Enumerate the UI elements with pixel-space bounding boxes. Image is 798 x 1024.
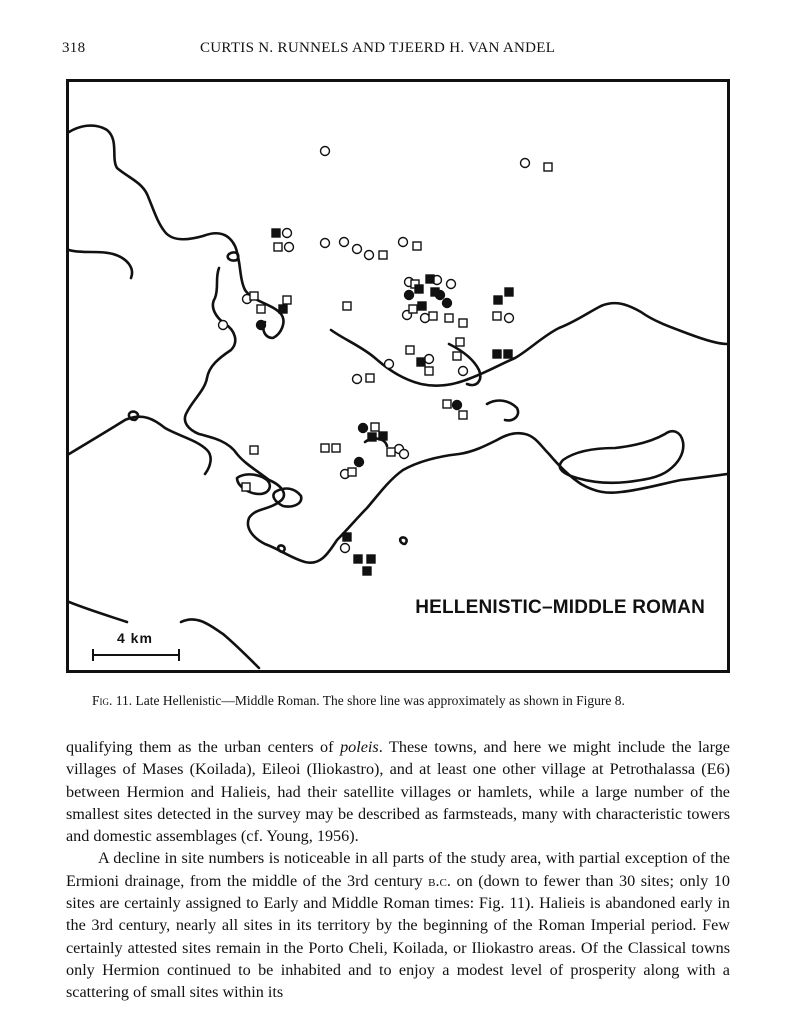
site-square-open [429, 312, 437, 320]
islet-5 [400, 537, 406, 544]
site-circle-filled [443, 299, 452, 308]
islet-6 [278, 545, 284, 552]
site-square-open [242, 483, 250, 491]
paragraph-1 [66, 736, 730, 847]
site-square-filled [493, 350, 501, 358]
running-head: CURTIS N. RUNNELS AND TJEERD H. VAN ANDEL [200, 40, 556, 56]
bc-abbreviation: b.c. [428, 871, 451, 890]
site-square-filled [367, 555, 375, 563]
site-square-filled [272, 229, 280, 237]
site-circle-open [447, 280, 456, 289]
site-circle-open [353, 245, 362, 254]
coastline-northwest [69, 250, 132, 278]
site-distribution-map [66, 79, 730, 673]
page-header [62, 40, 738, 60]
site-circle-open [321, 147, 330, 156]
coastline-south [69, 602, 127, 622]
site-square-filled [343, 533, 351, 541]
site-square-filled [279, 305, 287, 313]
site-square-open [343, 302, 351, 310]
site-square-open [406, 346, 414, 354]
site-square-open [413, 242, 421, 250]
site-square-open [332, 444, 340, 452]
site-circle-open [341, 544, 350, 553]
site-circle-open [321, 239, 330, 248]
site-circle-open [385, 360, 394, 369]
site-square-filled [415, 285, 423, 293]
paragraph-2-text-cont: on (down to fewer than 30 sites; only 10 sites are certainly assigned to Early and Middle Roman times: Fig. 11). Halieis is abandoned early in the 3rd century, nearly all sites in its territory by the beginning of the Roman Imperial period. Few certainly attested sites remain in the Porto Cheli, Koilada, or Iliokastro areas. Of the Classical towns only Hermion continued to be inhabited and to enjoy a modest level of prosperity along with a scattering of small sites within its [66, 871, 730, 1002]
site-square-open [348, 468, 356, 476]
site-symbols [219, 147, 553, 576]
site-square-filled [363, 567, 371, 575]
islet-2 [273, 489, 301, 507]
site-square-open [387, 448, 395, 456]
site-square-filled [418, 302, 426, 310]
site-square-open [257, 305, 265, 313]
site-square-filled [426, 275, 434, 283]
site-square-filled [431, 288, 439, 296]
site-square-open [425, 367, 433, 375]
site-square-filled [417, 358, 425, 366]
site-circle-filled [359, 424, 368, 433]
poleis-term: poleis [340, 738, 379, 756]
paragraph-1-text-cont: . These towns, and here we might include the large villages of Mases (Koilada), Eileoi (Iliokastro), and at least one other village at Petrothalassa (E6) between Hermion and Halieis, had their satellite villages or hamlets, while a large number of the smallest sites detected in the survey may be described as farmsteads, many with characteristic towers and domestic assemblages (cf. Young, 1956). [66, 738, 730, 846]
paragraph-1-text: qualifying them as the urban centers of [66, 738, 341, 756]
site-square-open [453, 352, 461, 360]
site-square-open [493, 312, 501, 320]
site-circle-open [365, 251, 374, 260]
paragraph-2 [66, 847, 730, 1003]
map-title: HELLENISTIC–MIDDLE ROMAN [415, 597, 705, 618]
site-square-open [283, 296, 291, 304]
site-circle-open [505, 314, 514, 323]
caption-text: Late Hellenistic—Middle Roman. The shore line was approximately as shown in Figure 8. [132, 693, 625, 708]
site-circle-filled [405, 291, 414, 300]
map-drawing [69, 82, 727, 670]
coastline-bay [449, 344, 480, 385]
site-circle-open [399, 238, 408, 247]
site-square-open [459, 411, 467, 419]
caption-label: Fig. 11. [92, 693, 133, 708]
body-text [66, 736, 730, 1004]
coastline-north [69, 126, 283, 338]
site-circle-open [421, 314, 430, 323]
site-circle-open [340, 238, 349, 247]
site-circle-open [353, 375, 362, 384]
site-square-filled [368, 433, 376, 441]
site-circle-open [219, 321, 228, 330]
site-circle-open [283, 229, 292, 238]
coastline-central [331, 303, 727, 385]
site-square-filled [505, 288, 513, 296]
site-square-open [409, 305, 417, 313]
site-circle-open [400, 450, 409, 459]
site-square-open [366, 374, 374, 382]
figure-caption [92, 693, 732, 709]
site-square-filled [354, 555, 362, 563]
site-circle-open [459, 367, 468, 376]
site-square-open [371, 423, 379, 431]
site-square-open [379, 251, 387, 259]
site-square-open [456, 338, 464, 346]
scale-label: 4 km [117, 630, 153, 646]
scale-bar [93, 649, 179, 661]
site-circle-filled [257, 321, 266, 330]
site-square-open [250, 292, 258, 300]
site-square-open [445, 314, 453, 322]
site-square-open [459, 319, 467, 327]
site-square-filled [494, 296, 502, 304]
site-square-filled [379, 432, 387, 440]
site-square-open [443, 400, 451, 408]
site-square-open [321, 444, 329, 452]
site-circle-open [521, 159, 530, 168]
site-circle-filled [453, 401, 462, 410]
site-circle-open [425, 355, 434, 364]
paragraph-2-text: A decline in site numbers is noticeable in all parts of the study area, with partial exception of the Ermioni drainage, from the middle of the 3rd century [66, 849, 730, 890]
coastline-west [69, 417, 211, 474]
coastline-peninsula [185, 268, 727, 563]
site-square-open [544, 163, 552, 171]
site-circle-open [285, 243, 294, 252]
page-number: 318 [62, 40, 86, 56]
island-east [560, 431, 683, 483]
coastline-inner [487, 401, 518, 421]
site-circle-filled [355, 458, 364, 467]
site-square-open [274, 243, 282, 251]
site-square-open [250, 446, 258, 454]
coastline-southwest [181, 619, 259, 668]
site-square-filled [504, 350, 512, 358]
